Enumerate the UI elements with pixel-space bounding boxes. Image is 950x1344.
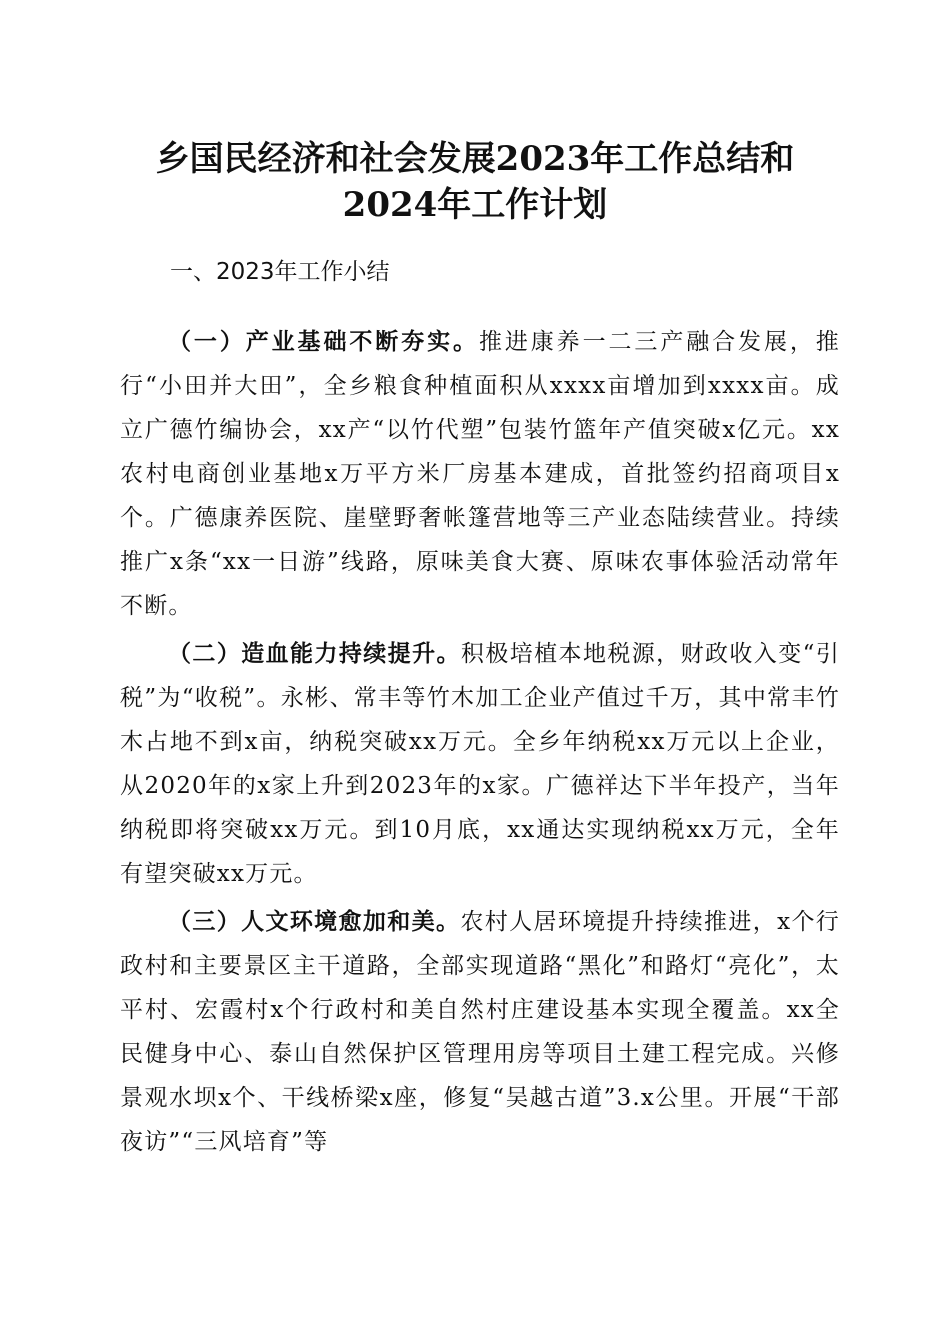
paragraph-lead: （三）人文环境愈加和美。 xyxy=(168,909,461,935)
paragraph-lead: （一）产业基础不断夯实。 xyxy=(168,329,479,355)
document-title-line-1: 乡国民经济和社会发展2023年工作总结和 xyxy=(155,139,795,179)
paragraph-text: 农村人居环境提升持续推进，x个行政村和主要景区主干道路，全部实现道路“黑化”和路灯“亮化”，太平村、宏霞村x个行政村和美自然村庄建设基本实现全覆盖。xx全民健身中心、泰山自然保护区管理用房等项目土建工程完成。兴修景观水坝x个、干线桥梁x座，修复“吴越古道”3.x公里。开展“干部夜访”“三风培育”等 xyxy=(120,909,841,1155)
paragraph-lead: （二）造血能力持续提升。 xyxy=(168,641,461,667)
paragraph-text: 积极培植本地税源，财政收入变“引税”为“收税”。永彬、常丰等竹木加工企业产值过千万，其中常丰竹木占地不到x亩，纳税突破xx万元。全乡年纳税xx万元以上企业，从2020年的x家上升到2023年的x家。广德祥达下半年投产，当年纳税即将突破xx万元。到10月底，xx通达实现纳税xx万元，全年有望突破xx万元。 xyxy=(120,641,840,887)
paragraph-industry xyxy=(120,320,840,628)
document-title-line-2: 2024年工作计划 xyxy=(342,185,608,225)
section-heading: 一、2023年工作小结 xyxy=(170,259,390,285)
paragraph-text: 推进康养一二三产融合发展，推行“小田并大田”，全乡粮食种植面积从xxxx亩增加到xxxx亩。成立广德竹编协会，xx产“以竹代塑”包装竹篮年产值突破x亿元。xx农村电商创业基地x万平方米厂房基本建成，首批签约招商项目x个。广德康养医院、崖壁野奢帐篷营地等三产业态陆续营业。持续推广x条“xx一日游”线路，原味美食大赛、原味农事体验活动常年不断。 xyxy=(120,329,840,619)
paragraph-environment xyxy=(120,900,840,1164)
paragraph-fiscal xyxy=(120,632,840,896)
